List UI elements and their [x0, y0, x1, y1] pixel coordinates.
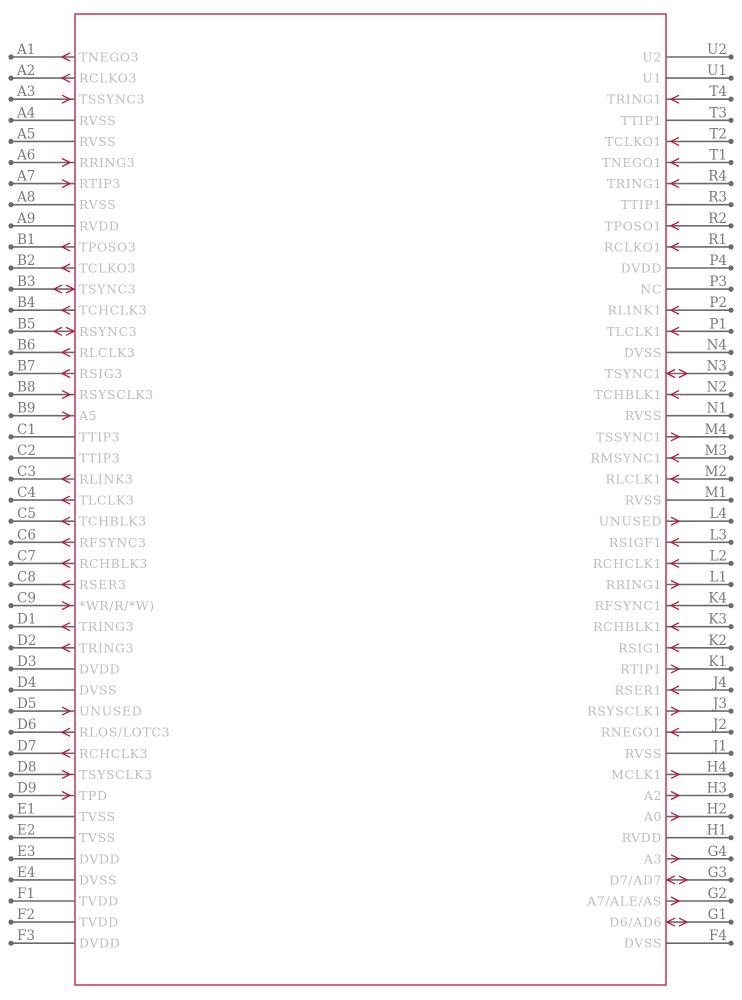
pin-terminal-dot — [8, 455, 13, 460]
pin-terminal-dot — [728, 603, 733, 608]
pin-terminal-dot — [8, 687, 13, 692]
pin-name: TVDD — [79, 914, 119, 930]
pin-name: RFSYNC1 — [594, 598, 662, 614]
pin-terminal-dot — [728, 709, 733, 714]
pin-number: B3 — [17, 274, 36, 291]
pin-number: B7 — [17, 358, 36, 375]
pin-terminal-dot — [8, 413, 13, 418]
pin-number: R3 — [708, 189, 727, 206]
pin-number: P1 — [709, 316, 727, 333]
pin-name: RTIP1 — [620, 661, 662, 677]
pin-number: M3 — [704, 442, 727, 459]
pin-terminal-dot — [8, 666, 13, 671]
pin-name: RVSS — [79, 112, 117, 128]
pin-number: K4 — [708, 590, 727, 607]
pin-terminal-dot — [8, 265, 13, 270]
pin-number: T1 — [709, 147, 727, 164]
pin-number: E1 — [17, 801, 36, 818]
pin-number: G2 — [707, 886, 727, 902]
pin-number: C8 — [17, 569, 36, 586]
pin-number: U2 — [707, 42, 727, 58]
pin-name: RVDD — [621, 830, 662, 846]
pin-number: C6 — [17, 527, 36, 544]
pin-number: D2 — [17, 632, 37, 649]
pin-terminal-dot — [728, 265, 733, 270]
pin-name: D6/AD6 — [609, 914, 662, 930]
pin-terminal-dot — [728, 160, 733, 165]
pin-terminal-dot — [8, 329, 13, 334]
pin-terminal-dot — [728, 308, 733, 313]
pin-number: P4 — [709, 253, 727, 269]
pin-terminal-dot — [8, 476, 13, 481]
pin-name: TSYNC1 — [604, 366, 662, 381]
pin-name: DVSS — [79, 682, 118, 698]
pin-terminal-dot — [8, 97, 13, 102]
pin-terminal-dot — [728, 244, 733, 249]
pin-number: N4 — [706, 337, 727, 354]
pin-number: F2 — [17, 907, 35, 924]
pin-name: TSSYNC1 — [595, 429, 662, 445]
pin-terminal-dot — [8, 392, 13, 397]
pin-name: RCLKO3 — [79, 70, 138, 86]
pin-name: NC — [640, 281, 662, 297]
pin-name: TTIP3 — [79, 450, 121, 466]
pin-terminal-dot — [8, 920, 13, 925]
pin-name: RSYSCLK1 — [587, 703, 662, 719]
pin-number: B9 — [17, 400, 36, 417]
pin-number: B2 — [17, 253, 36, 269]
pin-name: TVSS — [79, 809, 116, 825]
pin-terminal-dot — [8, 202, 13, 207]
pin-name: *WR/R/*W) — [79, 598, 155, 614]
pin-terminal-dot — [728, 666, 733, 671]
pin-name: TLCLK3 — [79, 492, 135, 508]
pin-number: C7 — [17, 548, 36, 565]
pin-name: RCLKO1 — [603, 239, 662, 255]
pin-number: N1 — [706, 400, 727, 417]
pin-terminal-dot — [8, 181, 13, 186]
pin-name: RMSYNC1 — [590, 450, 662, 466]
pin-name: RCHCLK1 — [592, 555, 662, 571]
pin-name: RRING1 — [605, 577, 662, 592]
pin-terminal-dot — [8, 287, 13, 292]
pin-number: E4 — [17, 864, 36, 881]
pin-name: RFSYNC3 — [79, 534, 147, 550]
pin-number: R2 — [708, 210, 727, 227]
pin-number: A4 — [17, 105, 36, 122]
pin-name: RLINK1 — [607, 302, 662, 318]
pin-number: A6 — [17, 147, 36, 164]
pin-terminal-dot — [8, 793, 13, 798]
pin-terminal-dot — [728, 476, 733, 481]
pin-number: A3 — [17, 84, 36, 101]
pin-number: J4 — [712, 675, 727, 691]
pin-terminal-dot — [728, 519, 733, 524]
pin-number: C4 — [17, 485, 36, 502]
pin-name: A5 — [79, 408, 98, 424]
pin-name: RCHBLK1 — [593, 619, 662, 635]
pin-name: U2 — [642, 49, 662, 65]
pin-terminal-dot — [8, 898, 13, 903]
pin-terminal-dot — [728, 139, 733, 144]
pin-terminal-dot — [8, 645, 13, 650]
pin-number: B5 — [17, 316, 36, 333]
pin-name: A7/ALE/AS — [587, 893, 662, 909]
pin-terminal-dot — [728, 97, 733, 102]
pin-number: L1 — [709, 569, 727, 586]
pin-name: UNUSED — [79, 703, 143, 719]
pin-terminal-dot — [8, 561, 13, 566]
pin-terminal-dot — [728, 645, 733, 650]
pin-terminal-dot — [8, 308, 13, 313]
pin-terminal-dot — [728, 202, 733, 207]
pin-terminal-dot — [728, 898, 733, 903]
pin-number: D6 — [17, 717, 37, 734]
pin-terminal-dot — [728, 856, 733, 861]
pin-name: TSYNC3 — [79, 281, 137, 297]
pin-terminal-dot — [728, 687, 733, 692]
pin-name: RLCLK1 — [605, 471, 662, 487]
pin-name: DVSS — [79, 872, 118, 888]
pin-terminal-dot — [728, 772, 733, 777]
pin-name: RLOS/LOTC3 — [79, 724, 171, 740]
pin-terminal-dot — [728, 287, 733, 292]
pin-name: DVSS — [623, 344, 662, 360]
pin-terminal-dot — [8, 519, 13, 524]
pin-number: C5 — [17, 506, 36, 523]
pin-name: RVSS — [624, 745, 662, 761]
pin-terminal-dot — [728, 329, 733, 334]
pin-number: T3 — [709, 105, 727, 122]
pin-terminal-dot — [728, 413, 733, 418]
pin-number: H1 — [706, 822, 727, 839]
pin-number: D8 — [17, 759, 37, 776]
pin-name: UNUSED — [598, 513, 662, 529]
pin-number: A2 — [17, 63, 36, 80]
pin-number: D7 — [17, 738, 37, 755]
pin-name: TSYSCLK3 — [79, 766, 153, 782]
pin-number: D5 — [17, 696, 37, 713]
pin-terminal-dot — [8, 223, 13, 228]
pin-number: A8 — [17, 189, 36, 206]
pin-number: F3 — [17, 928, 35, 945]
pin-name: RCHCLK3 — [79, 745, 149, 761]
pin-name: RSYSCLK3 — [79, 387, 154, 403]
pin-number: N3 — [706, 358, 727, 375]
pin-name: RSYNC3 — [79, 323, 138, 339]
pin-terminal-dot — [728, 540, 733, 545]
pin-terminal-dot — [8, 434, 13, 439]
pin-name: TPOSO1 — [604, 218, 662, 234]
pin-terminal-dot — [8, 941, 13, 946]
pin-terminal-dot — [728, 181, 733, 186]
pin-name: DVDD — [79, 935, 121, 951]
pin-terminal-dot — [728, 751, 733, 756]
pin-number: J2 — [712, 717, 727, 734]
pin-name: DVDD — [79, 851, 121, 867]
pin-name: RNEGO1 — [600, 724, 662, 740]
pin-number: M1 — [704, 485, 727, 502]
pin-number: C9 — [17, 590, 36, 607]
pin-number: M2 — [704, 464, 727, 480]
pin-terminal-dot — [728, 793, 733, 798]
pin-terminal-dot — [728, 835, 733, 840]
pin-name: D7/AD7 — [609, 872, 662, 888]
pin-number: R4 — [708, 168, 727, 185]
pin-terminal-dot — [8, 244, 13, 249]
pin-terminal-dot — [8, 54, 13, 59]
pin-number: T4 — [709, 84, 727, 101]
pin-terminal-dot — [728, 350, 733, 355]
pin-terminal-dot — [8, 139, 13, 144]
pin-name: DVDD — [620, 260, 662, 276]
pin-name: RTIP3 — [79, 176, 121, 192]
pin-number: P3 — [709, 274, 727, 291]
pin-terminal-dot — [728, 434, 733, 439]
pin-terminal-dot — [728, 920, 733, 925]
pin-terminal-dot — [728, 118, 733, 123]
pin-name: A3 — [643, 851, 662, 867]
pin-terminal-dot — [8, 371, 13, 376]
pin-terminal-dot — [8, 540, 13, 545]
pin-terminal-dot — [728, 624, 733, 629]
pin-terminal-dot — [8, 603, 13, 608]
pin-name: MCLK1 — [611, 766, 662, 782]
pin-terminal-dot — [8, 350, 13, 355]
pin-terminal-dot — [8, 751, 13, 756]
pin-name: TNEGO1 — [601, 155, 662, 170]
pin-number: D1 — [17, 611, 37, 628]
pin-number: L4 — [709, 506, 727, 523]
pin-name: TTIP3 — [79, 429, 121, 445]
pin-name: RSIGF1 — [608, 534, 662, 550]
pin-name: A2 — [643, 788, 662, 803]
pin-terminal-dot — [728, 877, 733, 882]
pin-number: B6 — [17, 337, 36, 354]
pin-number: H3 — [706, 780, 727, 797]
pin-terminal-dot — [8, 877, 13, 882]
pin-terminal-dot — [8, 160, 13, 165]
pin-name: TTIP1 — [620, 197, 662, 213]
pin-number: F1 — [17, 886, 35, 902]
pin-name: TRING1 — [606, 91, 662, 107]
pin-name: RSIG3 — [79, 366, 123, 381]
pin-name: TCHCLK3 — [79, 302, 148, 318]
pin-number: H2 — [706, 801, 727, 818]
pin-name: RRING3 — [79, 155, 136, 170]
pin-terminal-dot — [8, 709, 13, 714]
pin-name: TRING3 — [79, 640, 135, 656]
pin-name: TSSYNC3 — [79, 91, 146, 107]
pin-number: E3 — [17, 843, 36, 860]
pin-name: RCHBLK3 — [79, 555, 148, 571]
pin-name: TPOSO3 — [79, 239, 137, 255]
pin-name: A0 — [643, 809, 662, 825]
pin-terminal-dot — [728, 941, 733, 946]
pin-terminal-dot — [728, 498, 733, 503]
component-body — [75, 14, 666, 985]
pin-number: D3 — [17, 653, 37, 670]
pin-number: J1 — [712, 738, 727, 755]
pin-terminal-dot — [8, 498, 13, 503]
pin-number: A5 — [17, 126, 36, 143]
pin-number: R1 — [708, 231, 727, 248]
pin-number: M4 — [704, 421, 727, 438]
pin-terminal-dot — [8, 856, 13, 861]
pin-name: TVDD — [79, 893, 119, 909]
pin-name: RLINK3 — [79, 471, 134, 487]
pin-number: D9 — [17, 780, 37, 797]
pin-terminal-dot — [8, 582, 13, 587]
pin-terminal-dot — [728, 54, 733, 59]
pin-name: TRING3 — [79, 619, 135, 635]
pin-name: RSIG1 — [618, 640, 662, 656]
pin-name: TPD — [79, 788, 108, 803]
pin-terminal-dot — [728, 392, 733, 397]
pin-number: B1 — [17, 231, 36, 248]
pin-name: TCHBLK1 — [594, 387, 662, 403]
pin-terminal-dot — [728, 814, 733, 819]
pin-name: RSER3 — [79, 577, 127, 592]
pin-name: TTIP1 — [620, 112, 662, 128]
pin-number: T2 — [709, 126, 727, 143]
pin-terminal-dot — [8, 118, 13, 123]
pin-name: RVSS — [624, 492, 662, 508]
pin-terminal-dot — [728, 455, 733, 460]
pin-terminal-dot — [728, 561, 733, 566]
pin-number: K2 — [708, 632, 727, 649]
pin-name: RLCLK3 — [79, 344, 136, 360]
pin-number: P2 — [709, 295, 727, 312]
pin-number: C2 — [17, 442, 36, 459]
pin-number: U1 — [707, 63, 727, 80]
pin-name: RVSS — [79, 133, 117, 149]
pin-number: N2 — [706, 379, 727, 396]
pin-terminal-dot — [8, 835, 13, 840]
pin-number: C3 — [17, 464, 36, 480]
pin-number: L2 — [709, 548, 727, 565]
pin-name: TCLKO1 — [604, 133, 662, 149]
pin-number: H4 — [706, 759, 727, 776]
pin-name: RVSS — [79, 197, 117, 213]
pin-number: J3 — [712, 696, 727, 713]
pin-name: TVSS — [79, 830, 116, 846]
pin-name: TNEGO3 — [79, 49, 140, 65]
pin-name: RVDD — [79, 218, 120, 234]
pin-number: E2 — [17, 822, 36, 839]
pin-name: TLCLK1 — [606, 323, 662, 339]
pin-name: TCLKO3 — [79, 260, 137, 276]
pin-name: RSER1 — [614, 682, 662, 698]
pin-number: F4 — [709, 928, 727, 945]
pin-terminal-dot — [728, 371, 733, 376]
pin-name: DVDD — [79, 661, 121, 677]
pin-number: G3 — [707, 864, 727, 881]
pin-terminal-dot — [728, 730, 733, 735]
pin-name: U1 — [642, 70, 662, 86]
pin-number: K1 — [708, 653, 727, 670]
pin-terminal-dot — [8, 730, 13, 735]
pin-name: RVSS — [624, 408, 662, 424]
pin-number: C1 — [17, 421, 36, 438]
pin-number: A7 — [17, 168, 36, 185]
pin-number: B8 — [17, 379, 36, 396]
pin-number: K3 — [708, 611, 727, 628]
pin-number: A9 — [17, 210, 36, 227]
pin-number: G1 — [707, 907, 727, 924]
pin-terminal-dot — [728, 582, 733, 587]
pin-number: A1 — [17, 42, 36, 58]
pin-number: D4 — [17, 675, 37, 691]
pin-terminal-dot — [8, 624, 13, 629]
pin-name: TCHBLK3 — [79, 513, 147, 529]
pin-terminal-dot — [8, 76, 13, 81]
pin-terminal-dot — [728, 76, 733, 81]
pin-terminal-dot — [8, 814, 13, 819]
pin-terminal-dot — [728, 223, 733, 228]
pin-name: TRING1 — [606, 176, 662, 192]
pin-number: L3 — [709, 527, 727, 544]
pin-terminal-dot — [8, 772, 13, 777]
pin-number: G4 — [707, 843, 727, 860]
pin-name: DVSS — [623, 935, 662, 951]
pin-number: B4 — [17, 295, 36, 312]
